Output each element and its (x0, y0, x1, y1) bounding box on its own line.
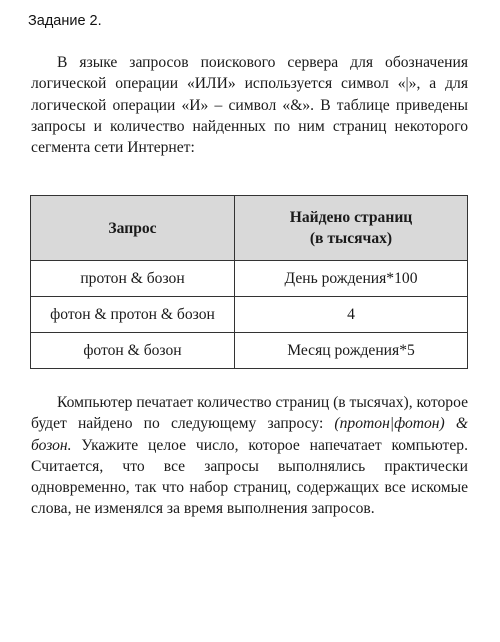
row-pages-cell: 4 (235, 297, 468, 333)
table-row (31, 297, 468, 333)
row-query-cell: фотон & бозон (31, 333, 235, 369)
task-title: Задание 2. (28, 13, 102, 29)
table-header-row (31, 196, 468, 261)
question-paragraph (31, 392, 468, 520)
intro-paragraph (31, 52, 468, 158)
question-text-before: Компьютер печатает количество страниц (в тысячах), которое будет найдено по следующему запросу: (31, 394, 468, 433)
results-table (30, 195, 468, 369)
header-query (31, 196, 235, 261)
row-pages-cell: Месяц рождения*5 (235, 333, 468, 369)
header-pages-line2: (в тысячах) (309, 230, 393, 247)
header-pages (235, 196, 468, 261)
row-query-cell: фотон & протон & бозон (31, 297, 235, 333)
question-text-after: Укажите целое число, которое напечатает компьютер. Считается, что все запросы выполнялись практически одновременно, так что набор страниц, содержащих все искомые слова, не изменялся за время выполнения запросов. (31, 436, 468, 518)
table-row (31, 261, 468, 297)
intro-text: В языке запросов поискового сервера для обозначения логической операции «ИЛИ» используется символ «|», а для логической операции «И» – символ «&». В таблице приведены запросы и количество найденных по ним страниц некоторого сегмента сети Интернет: (31, 54, 468, 157)
question-query: (протон|фотон) & бозон. (31, 415, 468, 454)
header-pages-line1: Найдено страниц (289, 209, 413, 226)
table-row (31, 333, 468, 369)
header-query-label: Запрос (108, 219, 157, 237)
row-query-cell: протон & бозон (31, 261, 235, 297)
row-pages-cell: День рождения*100 (235, 261, 468, 297)
